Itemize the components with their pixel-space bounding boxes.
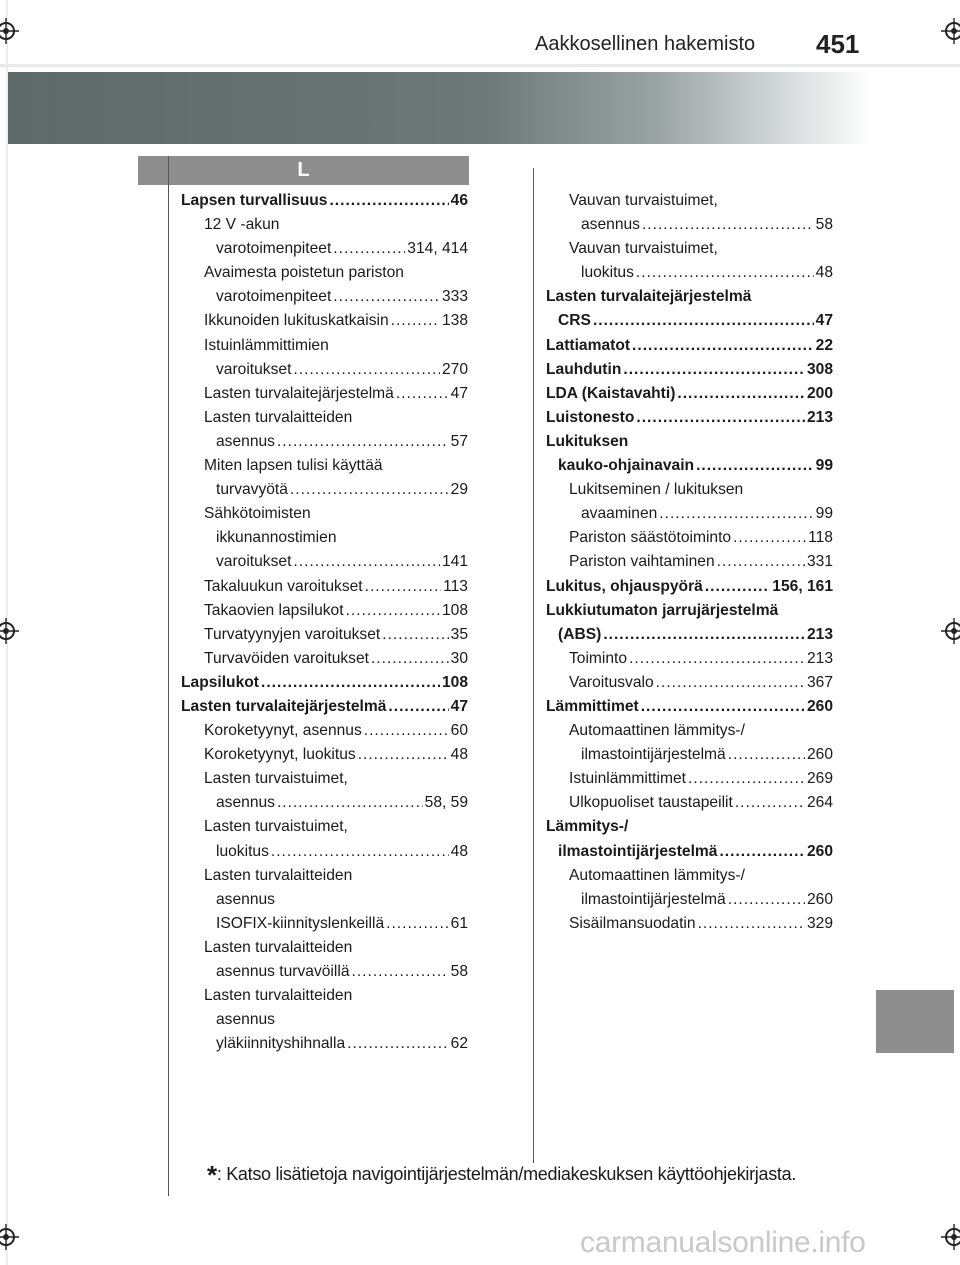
index-entry bbox=[181, 261, 468, 309]
page-reference: 331 bbox=[806, 553, 833, 571]
index-term: LDA (Kaistavahti) bbox=[546, 384, 676, 402]
index-term: varoitukset bbox=[216, 360, 292, 378]
index-term: turvavyötä bbox=[216, 481, 288, 499]
index-entry-line bbox=[181, 719, 468, 743]
index-entry bbox=[546, 647, 833, 671]
index-entry-line bbox=[546, 743, 833, 767]
page-reference: 47 bbox=[815, 312, 833, 330]
index-entry bbox=[181, 406, 468, 454]
page-reference: 30 bbox=[450, 649, 468, 667]
index-term: CRS bbox=[558, 312, 591, 330]
index-entry bbox=[181, 623, 468, 647]
index-term: Lapsen turvallisuus bbox=[181, 192, 328, 209]
dot-leader bbox=[364, 719, 449, 743]
index-entry bbox=[181, 454, 468, 502]
index-entry-line bbox=[546, 526, 833, 550]
page-reference: 108 bbox=[441, 673, 468, 691]
dot-leader bbox=[623, 358, 805, 382]
registration-mark-icon bbox=[0, 18, 19, 44]
index-entry-line bbox=[546, 840, 833, 864]
registration-mark-icon bbox=[0, 618, 19, 644]
dot-leader bbox=[636, 406, 805, 430]
registration-mark-icon bbox=[0, 1224, 19, 1250]
index-term: Istuinlämmittimet bbox=[569, 770, 686, 788]
index-entry-line bbox=[181, 599, 468, 623]
page-reference: 61 bbox=[450, 914, 468, 932]
index-term: Sisäilmansuodatin bbox=[569, 914, 696, 932]
index-entry-line bbox=[546, 791, 833, 815]
dot-leader bbox=[659, 502, 813, 526]
index-entry-line bbox=[546, 550, 833, 574]
index-entry bbox=[181, 719, 468, 743]
dot-leader bbox=[733, 526, 806, 550]
registration-mark-icon bbox=[941, 18, 960, 44]
index-term: Lasten turvaistuimet, bbox=[204, 818, 348, 836]
index-term: ilmastointijärjestelmä bbox=[581, 746, 726, 764]
index-term: Lukitseminen / lukituksen bbox=[569, 481, 744, 499]
index-entry bbox=[181, 647, 468, 671]
dot-leader bbox=[365, 575, 442, 599]
page-reference: 58 bbox=[815, 216, 833, 234]
page-reference: 156, 161 bbox=[772, 577, 833, 595]
index-column-left bbox=[181, 189, 468, 1056]
index-entry bbox=[546, 912, 833, 936]
index-entry-line bbox=[546, 695, 833, 719]
index-term: asennus turvavöillä bbox=[216, 963, 350, 980]
index-term: Vauvan turvaistuimet, bbox=[569, 240, 718, 258]
registration-mark-icon bbox=[941, 1224, 960, 1250]
page-title: Aakkosellinen hakemisto bbox=[535, 33, 756, 55]
index-entry bbox=[546, 285, 833, 333]
page-reference: 58, 59 bbox=[424, 794, 468, 812]
index-term: Varoitusvalo bbox=[569, 673, 654, 691]
page-reference: 48 bbox=[815, 264, 833, 282]
page-reference: 367 bbox=[806, 673, 833, 691]
dot-leader bbox=[329, 189, 448, 213]
dot-leader bbox=[705, 575, 770, 599]
dot-leader bbox=[261, 671, 440, 695]
index-term: avaaminen bbox=[581, 505, 658, 523]
index-entry bbox=[181, 984, 468, 1056]
dot-leader bbox=[396, 382, 449, 406]
index-entry bbox=[546, 358, 833, 382]
index-term: ilmastointijärjestelmä bbox=[581, 890, 726, 908]
dot-leader bbox=[696, 454, 814, 478]
index-term: varotoimenpiteet bbox=[216, 288, 332, 306]
index-term: Lattiamatot bbox=[546, 336, 631, 354]
index-term: Lämmittimet bbox=[546, 697, 639, 715]
index-term: Turvavöiden varoitukset bbox=[204, 649, 369, 667]
dot-leader bbox=[677, 382, 805, 406]
dot-leader bbox=[371, 647, 449, 671]
index-entry-line bbox=[181, 647, 468, 671]
index-entry-line bbox=[181, 189, 468, 213]
index-entry bbox=[181, 502, 468, 574]
index-entry bbox=[546, 791, 833, 815]
page-reference: 213 bbox=[806, 408, 833, 426]
index-term: (ABS) bbox=[558, 625, 602, 643]
index-entry bbox=[181, 599, 468, 623]
index-term: Lasten turvalaitejärjestelmä bbox=[181, 697, 387, 715]
index-term: Lasten turvalaitteiden bbox=[204, 866, 353, 884]
index-entry-line bbox=[546, 647, 833, 671]
page-reference: 329 bbox=[806, 914, 833, 932]
dot-leader bbox=[352, 960, 449, 984]
page-reference: 99 bbox=[815, 457, 833, 475]
page-reference: 48 bbox=[450, 842, 468, 860]
index-entry-line bbox=[546, 261, 833, 285]
index-entry-line bbox=[546, 454, 833, 478]
index-term: ilmastointijärjestelmä bbox=[558, 842, 718, 860]
index-entry bbox=[546, 599, 833, 647]
index-term: Istuinlämmittimien bbox=[204, 336, 329, 354]
page-reference: 118 bbox=[808, 529, 833, 547]
index-term: ikkunannostimien bbox=[216, 529, 337, 547]
left-column-rule bbox=[168, 156, 169, 1196]
index-term: asennus bbox=[216, 1011, 275, 1029]
index-entry bbox=[546, 864, 833, 912]
index-term: Automaattinen lämmitys-/ bbox=[569, 722, 745, 740]
footnote bbox=[207, 1160, 796, 1191]
dot-leader bbox=[636, 261, 814, 285]
dot-leader bbox=[333, 237, 405, 261]
page-reference: 35 bbox=[450, 625, 468, 643]
index-entry-line bbox=[546, 213, 833, 237]
index-entry bbox=[181, 575, 468, 599]
page-reference: 141 bbox=[441, 553, 468, 571]
index-entry-line bbox=[181, 382, 468, 406]
index-term: Ikkunoiden lukituskatkaisin bbox=[204, 312, 389, 330]
index-entry bbox=[181, 382, 468, 406]
index-term: Lukkiutumaton jarrujärjestelmä bbox=[546, 601, 779, 619]
dot-leader bbox=[735, 791, 805, 815]
page-reference: 308 bbox=[806, 360, 833, 378]
index-entry bbox=[181, 334, 468, 382]
dot-leader bbox=[632, 334, 814, 358]
index-term: asennus bbox=[216, 890, 275, 908]
index-entry-line bbox=[181, 358, 468, 382]
page-reference: 269 bbox=[806, 770, 833, 788]
index-term: Takaovien lapsilukot bbox=[204, 601, 344, 619]
page-reference: 138 bbox=[441, 312, 468, 330]
page-reference: 47 bbox=[450, 384, 468, 402]
index-entry bbox=[546, 671, 833, 695]
index-entry-line bbox=[181, 430, 468, 454]
index-entry bbox=[181, 815, 468, 863]
page-reference: 60 bbox=[450, 722, 468, 740]
dot-leader bbox=[629, 647, 805, 671]
page-reference: 200 bbox=[806, 384, 833, 402]
index-entry-line bbox=[546, 671, 833, 695]
index-entry-line bbox=[546, 358, 833, 382]
index-term: Avaimesta poistetun pariston bbox=[204, 264, 404, 282]
index-entry-line bbox=[181, 695, 468, 719]
page-reference: 213 bbox=[806, 649, 833, 667]
index-entry-line bbox=[546, 888, 833, 912]
page-reference: 264 bbox=[806, 794, 833, 812]
index-entry bbox=[181, 936, 468, 984]
page-reference: 260 bbox=[806, 746, 833, 764]
page-reference: 260 bbox=[806, 842, 833, 860]
index-entry-line bbox=[546, 406, 833, 430]
index-entry bbox=[181, 189, 468, 213]
dot-leader bbox=[333, 285, 440, 309]
registration-mark-icon bbox=[941, 618, 960, 644]
index-column-right bbox=[546, 189, 833, 936]
index-term: Luistonesto bbox=[546, 408, 635, 426]
index-entry bbox=[181, 695, 468, 719]
index-term: Toiminto bbox=[569, 649, 628, 667]
index-term: asennus bbox=[216, 794, 275, 812]
index-entry-line bbox=[546, 309, 833, 333]
index-entry-line bbox=[181, 743, 468, 767]
index-term: Lasten turvaistuimet, bbox=[204, 770, 348, 788]
dot-leader bbox=[656, 671, 805, 695]
index-term: varotoimenpiteet bbox=[216, 240, 332, 258]
dot-leader bbox=[593, 309, 814, 333]
index-term: Miten lapsen tulisi käyttää bbox=[204, 457, 383, 475]
index-entry bbox=[546, 695, 833, 719]
index-entry-line bbox=[181, 285, 468, 309]
footnote-text: : Katso lisätietoja navigointijärjestelmän/mediakeskuksen käyttöohjekirjasta. bbox=[216, 1164, 797, 1184]
page-reference: 113 bbox=[443, 577, 468, 595]
index-entry-line bbox=[181, 478, 468, 502]
index-entry bbox=[546, 237, 833, 285]
dot-leader bbox=[358, 743, 449, 767]
index-entry-line bbox=[181, 623, 468, 647]
index-entry-line bbox=[546, 334, 833, 358]
index-entry-line bbox=[181, 912, 468, 936]
index-entry bbox=[546, 478, 833, 526]
index-term: Takaluukun varoitukset bbox=[204, 577, 363, 595]
index-entry-line bbox=[181, 791, 468, 815]
dot-leader bbox=[698, 912, 805, 936]
index-entry bbox=[181, 671, 468, 695]
page-reference: 333 bbox=[441, 288, 468, 306]
index-entry-line bbox=[546, 502, 833, 526]
page-reference: 314, 414 bbox=[407, 240, 468, 258]
index-entry bbox=[546, 526, 833, 550]
index-term: Pariston vaihtaminen bbox=[569, 553, 715, 571]
dot-leader bbox=[391, 309, 440, 333]
dot-leader bbox=[603, 623, 805, 647]
index-term: Lasten turvalaitteiden bbox=[204, 938, 353, 956]
index-entry bbox=[546, 550, 833, 574]
dot-leader bbox=[728, 743, 805, 767]
index-entry-line bbox=[546, 767, 833, 791]
dot-leader bbox=[346, 599, 440, 623]
index-entry-line bbox=[181, 550, 468, 574]
index-entry bbox=[546, 406, 833, 430]
index-entry bbox=[181, 743, 468, 767]
page-reference: 29 bbox=[450, 481, 468, 499]
index-entry-line bbox=[181, 1032, 468, 1056]
index-entry-line bbox=[546, 623, 833, 647]
index-term: Koroketyynyt, asennus bbox=[204, 722, 362, 740]
dot-leader bbox=[728, 888, 805, 912]
dot-leader bbox=[388, 695, 448, 719]
index-term: Vauvan turvaistuimet, bbox=[569, 192, 718, 209]
index-term: Sähkötoimisten bbox=[204, 505, 311, 523]
page-reference: 270 bbox=[441, 360, 468, 378]
dot-leader bbox=[719, 840, 805, 864]
top-rule bbox=[0, 64, 960, 67]
index-term: asennus bbox=[581, 216, 640, 234]
index-entry bbox=[546, 189, 833, 237]
index-term: Lasten turvalaitteiden bbox=[204, 408, 353, 426]
page-reference: 62 bbox=[450, 1035, 468, 1053]
index-entry bbox=[546, 719, 833, 767]
index-term: luokitus bbox=[216, 842, 269, 860]
index-term: luokitus bbox=[581, 264, 634, 282]
dot-leader bbox=[277, 791, 423, 815]
index-term: varoitukset bbox=[216, 553, 292, 571]
index-entry bbox=[546, 575, 833, 599]
header-band bbox=[8, 72, 872, 144]
dot-leader bbox=[290, 478, 449, 502]
index-term: Lasten turvalaitteiden bbox=[204, 987, 353, 1005]
index-term: Lauhdutin bbox=[546, 360, 622, 378]
dot-leader bbox=[688, 767, 805, 791]
index-term: Lapsilukot bbox=[181, 673, 259, 691]
index-entry-line bbox=[546, 912, 833, 936]
page-reference: 58 bbox=[450, 963, 468, 980]
index-term: Lasten turvalaitejärjestelmä bbox=[204, 384, 394, 402]
index-term: Ulkopuoliset taustapeilit bbox=[569, 794, 733, 812]
index-entry-line bbox=[181, 575, 468, 599]
index-entry bbox=[181, 767, 468, 815]
page-reference: 47 bbox=[450, 697, 468, 715]
page-reference: 260 bbox=[806, 890, 833, 908]
index-term: yläkiinnityshihnalla bbox=[216, 1035, 346, 1053]
page-reference: 108 bbox=[441, 601, 468, 619]
dot-leader bbox=[717, 550, 805, 574]
index-term: asennus bbox=[216, 432, 275, 450]
index-term: kauko-ohjainavain bbox=[558, 457, 695, 475]
index-term: Automaattinen lämmitys-/ bbox=[569, 866, 745, 884]
page-reference: 48 bbox=[450, 746, 468, 764]
dot-leader bbox=[642, 213, 814, 237]
page-reference: 99 bbox=[815, 505, 833, 523]
index-entry bbox=[546, 815, 833, 863]
dot-leader bbox=[347, 1032, 448, 1056]
index-term: Pariston säästötoiminto bbox=[569, 529, 732, 547]
dot-leader bbox=[382, 623, 448, 647]
index-term: ISOFIX-kiinnityslenkeillä bbox=[216, 914, 385, 932]
section-letter-bar: L bbox=[138, 156, 469, 185]
watermark: carmanualsonline.info bbox=[580, 1226, 866, 1259]
section-tab-marker bbox=[876, 990, 954, 1053]
index-term: 12 V -akun bbox=[204, 216, 280, 234]
dot-leader bbox=[293, 550, 440, 574]
page-reference: 57 bbox=[450, 432, 468, 450]
dot-leader bbox=[271, 840, 449, 864]
column-divider bbox=[533, 168, 534, 1163]
index-entry bbox=[546, 430, 833, 478]
dot-leader bbox=[386, 912, 449, 936]
index-entry bbox=[546, 334, 833, 358]
dot-leader bbox=[277, 430, 449, 454]
page-number: 451 bbox=[816, 29, 860, 59]
index-entry-line bbox=[181, 840, 468, 864]
footnote-marker: * bbox=[207, 1160, 217, 1190]
index-entry-line bbox=[546, 382, 833, 406]
index-entry bbox=[181, 213, 468, 261]
page-reference: 213 bbox=[806, 625, 833, 643]
index-term: Lasten turvalaitejärjestelmä bbox=[546, 288, 752, 306]
index-entry-line bbox=[181, 960, 468, 984]
dot-leader bbox=[641, 695, 805, 719]
page-reference: 46 bbox=[450, 192, 468, 209]
index-entry bbox=[546, 382, 833, 406]
index-entry-line bbox=[546, 575, 833, 599]
index-term: Koroketyynyt, luokitus bbox=[204, 746, 356, 764]
index-term: Lukituksen bbox=[546, 432, 629, 450]
page-reference: 22 bbox=[815, 336, 833, 354]
index-entry bbox=[181, 309, 468, 333]
index-term: Turvatyynyjen varoitukset bbox=[204, 625, 381, 643]
index-entry-line bbox=[181, 309, 468, 333]
page-reference: 260 bbox=[806, 697, 833, 715]
dot-leader bbox=[293, 358, 440, 382]
index-term: Lämmitys-/ bbox=[546, 818, 629, 836]
index-entry bbox=[181, 864, 468, 936]
index-entry bbox=[546, 767, 833, 791]
index-term: Lukitus, ohjauspyörä bbox=[546, 577, 703, 595]
index-entry-line bbox=[181, 671, 468, 695]
index-entry-line bbox=[181, 237, 468, 261]
